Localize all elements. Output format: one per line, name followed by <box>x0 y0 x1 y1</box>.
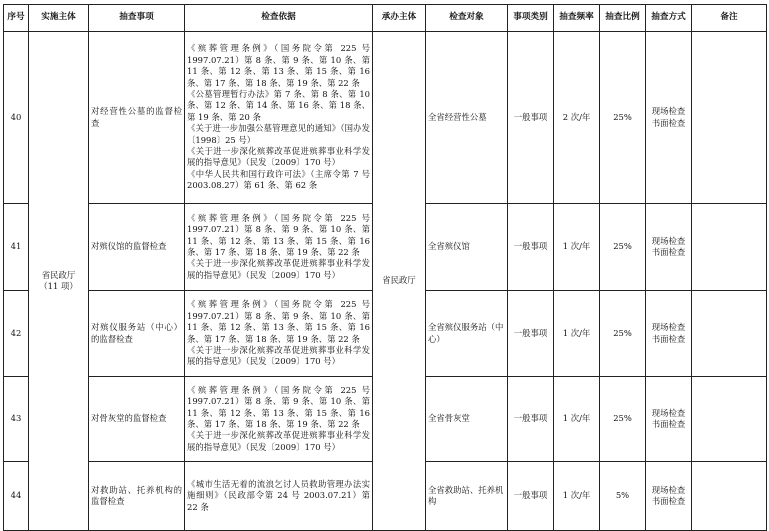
row-number-line: 40 <box>10 111 22 122</box>
inspection-ratio-line: 5% <box>615 490 630 501</box>
inspection-method-line: 现场检查 <box>651 407 686 418</box>
undertaker-cell <box>373 32 426 531</box>
item-category-line: 一般事项 <box>513 490 548 501</box>
basis-entry: 《殡葬管理条例》（国务院令第 225 号 1997.07.21）第 8 条、第 9 条、第 10 条、第 11 条、第 12 条、第 13 条、第 15 条、第 16 条、第 17 条、第 18 条、第 19 条、第 22 条 <box>187 43 370 88</box>
basis-entry: 《关于进一步深化殡葬改革促进殡葬事业科学发展的指导意见》（民发〔2009〕170 号） <box>187 146 370 168</box>
inspection-ratio-line: 25% <box>613 327 632 338</box>
item-category <box>508 204 554 291</box>
inspection-target-line: 全省救助站、托养机构 <box>428 484 504 506</box>
inspection-table <box>3 4 767 531</box>
inspection-method <box>646 32 692 204</box>
inspection-method-line: 现场检查 <box>651 235 686 246</box>
note-cell <box>692 377 767 462</box>
item-category <box>508 32 554 204</box>
inspection-method-line: 书面检查 <box>651 419 686 429</box>
inspection-item-line: 对殡仪服务站（中心）的监督检查 <box>91 322 182 344</box>
inspection-frequency <box>554 291 600 377</box>
inspection-method <box>646 377 692 462</box>
item-category-line: 一般事项 <box>513 241 548 252</box>
undertaker-cell-line: 省民政厅 <box>382 275 416 286</box>
inspection-frequency-line: 2 次/年 <box>562 111 591 122</box>
inspection-frequency-line: 1 次/年 <box>562 490 591 501</box>
inspection-basis <box>185 291 373 377</box>
header-row <box>4 5 767 32</box>
inspection-item <box>89 377 185 462</box>
header-implementer: 实施主体 <box>29 5 89 32</box>
inspection-target <box>426 32 508 204</box>
basis-entry: 《城市生活无着的流浪乞讨人员救助管理办法实施细则》（民政部令第 24 号 2003.07.21）第 22 条 <box>187 478 370 512</box>
inspection-item-line: 对殡仪馆的监督检查 <box>91 241 167 252</box>
basis-entry: 《关于进一步深化殡葬改革促进殡葬事业科学发展的指导意见》（民发〔2009〕170 号） <box>187 344 370 367</box>
inspection-basis <box>185 204 373 291</box>
inspection-item <box>89 204 185 291</box>
header-method: 抽查方式 <box>646 5 692 32</box>
implementer-cell-line: （11 项） <box>39 281 78 291</box>
inspection-frequency-line: 1 次/年 <box>562 327 591 338</box>
inspection-target-line: 全省殡仪服务站（中心） <box>428 322 504 344</box>
inspection-item <box>89 32 185 204</box>
inspection-frequency <box>554 377 600 462</box>
row-number-line: 42 <box>10 327 22 338</box>
inspection-ratio-line: 25% <box>613 413 632 424</box>
basis-entry: 《殡葬管理条例》（国务院令第 225 号 1997.07.21）第 8 条、第 9 条、第 10 条、第 11 条、第 12 条、第 13 条、第 15 条、第 16 条、第 17 条、第 18 条、第 19 条、第 22 条 <box>187 212 370 257</box>
item-category <box>508 291 554 377</box>
row-number <box>4 377 29 462</box>
inspection-item-line: 对经营性公墓的监督检查 <box>91 106 182 128</box>
inspection-ratio <box>600 291 646 377</box>
header-target: 检查对象 <box>426 5 508 32</box>
inspection-method-line: 书面检查 <box>651 117 686 128</box>
inspection-item-line: 对救助站、托养机构的监督检查 <box>91 484 182 506</box>
inspection-target <box>426 204 508 291</box>
inspection-frequency <box>554 204 600 291</box>
inspection-target <box>426 377 508 462</box>
table-row <box>4 32 767 204</box>
basis-entry: 《关于进一步深化殡葬改革促进殡葬事业科学发展的指导意见》（民发〔2009〕170 号） <box>187 430 370 452</box>
inspection-target <box>426 291 508 377</box>
inspection-method-line: 现场检查 <box>651 322 686 333</box>
inspection-method-line: 现场检查 <box>651 484 686 495</box>
row-number <box>4 32 29 204</box>
inspection-method <box>646 204 692 291</box>
basis-entry: 《殡葬管理条例》（国务院令第 225 号 1997.07.21）第 8 条、第 9 条、第 10 条、第 11 条、第 12 条、第 13 条、第 15 条、第 16 条、第 17 条、第 18 条、第 19 条、第 22 条 <box>187 384 370 429</box>
item-category <box>508 377 554 462</box>
row-number-line: 41 <box>10 241 22 252</box>
header-ratio: 抽查比例 <box>600 5 646 32</box>
row-number <box>4 462 29 531</box>
inspection-basis <box>185 377 373 462</box>
inspection-target-line: 全省殡仪馆 <box>428 241 470 252</box>
note-cell <box>692 291 767 377</box>
header-item: 抽查事项 <box>89 5 185 32</box>
note-cell <box>692 462 767 531</box>
inspection-item <box>89 291 185 377</box>
inspection-method-line: 书面检查 <box>651 247 686 257</box>
basis-entry: 《关于进一步深化殡葬改革促进殡葬事业科学发展的指导意见》（民发〔2009〕170 号） <box>187 258 370 280</box>
inspection-ratio-line: 25% <box>613 111 632 122</box>
inspection-target <box>426 462 508 531</box>
inspection-basis <box>185 462 373 531</box>
inspection-method <box>646 462 692 531</box>
header-undertaker: 承办主体 <box>373 5 426 32</box>
inspection-frequency-line: 1 次/年 <box>562 413 591 424</box>
header-category: 事项类别 <box>508 5 554 32</box>
inspection-ratio-line: 25% <box>613 241 632 252</box>
header-no: 序号 <box>4 5 29 32</box>
basis-entry: 《中华人民共和国行政许可法》（主席令第 7 号 2003.08.27）第 61 条、第 62 条 <box>187 168 370 191</box>
inspection-ratio <box>600 462 646 531</box>
header-frequency: 抽查频率 <box>554 5 600 32</box>
basis-entry: 《殡葬管理条例》（国务院令第 225 号 1997.07.21）第 8 条、第 9 条、第 10 条、第 11 条、第 12 条、第 13 条、第 15 条、第 16 条、第 17 条、第 18 条、第 19 条、第 22 条 <box>187 299 370 344</box>
inspection-method-line: 书面检查 <box>651 496 686 506</box>
inspection-ratio <box>600 204 646 291</box>
row-number <box>4 291 29 377</box>
inspection-target-line: 全省经营性公墓 <box>428 111 487 122</box>
header-basis: 检查依据 <box>185 5 373 32</box>
basis-entry: 《关于进一步加强公墓管理意见的通知》（国办发〔1998〕25 号） <box>187 123 370 145</box>
inspection-method-line: 现场检查 <box>651 106 686 117</box>
inspection-frequency <box>554 462 600 531</box>
inspection-method-line: 书面检查 <box>651 333 686 344</box>
item-category-line: 一般事项 <box>513 327 548 338</box>
item-category-line: 一般事项 <box>513 413 548 424</box>
inspection-target-line: 全省骨灰堂 <box>428 413 470 424</box>
inspection-frequency <box>554 32 600 204</box>
note-cell <box>692 204 767 291</box>
basis-entry: 《公墓管理暂行办法》第 7 条、第 8 条、第 10 条、第 12 条、第 14 条、第 16 条、第 18 条、第 19 条、第 20 条 <box>187 88 370 122</box>
row-number <box>4 204 29 291</box>
inspection-ratio <box>600 32 646 204</box>
inspection-item <box>89 462 185 531</box>
inspection-basis <box>185 32 373 204</box>
row-number-line: 44 <box>10 490 22 501</box>
header-note: 备注 <box>692 5 767 32</box>
note-cell <box>692 32 767 204</box>
implementer-cell-line: 省民政厅 <box>41 269 76 280</box>
implementer-cell <box>29 32 89 531</box>
row-number-line: 43 <box>10 413 22 424</box>
item-category-line: 一般事项 <box>513 111 548 122</box>
inspection-item-line: 对骨灰堂的监督检查 <box>91 413 167 424</box>
inspection-frequency-line: 1 次/年 <box>562 241 591 252</box>
item-category <box>508 462 554 531</box>
inspection-method <box>646 291 692 377</box>
inspection-ratio <box>600 377 646 462</box>
